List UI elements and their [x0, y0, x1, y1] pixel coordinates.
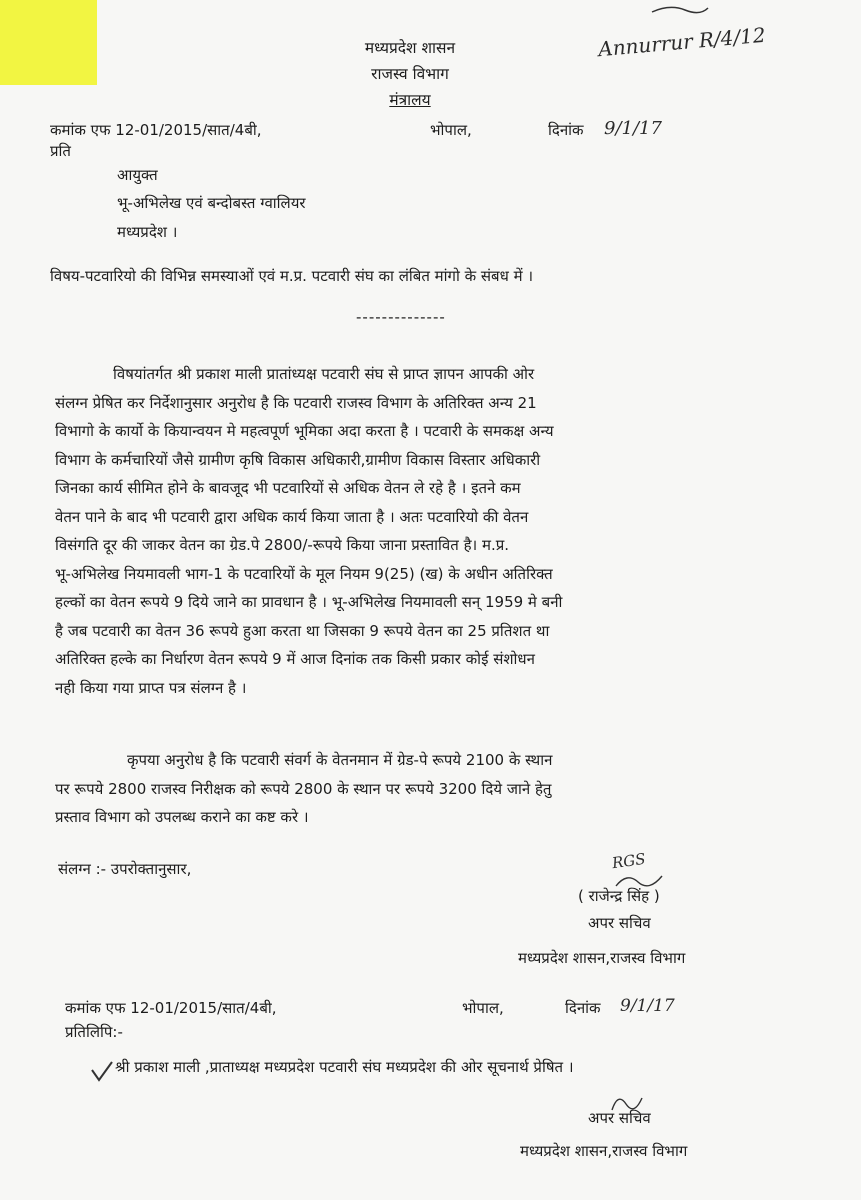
body-line: पर रूपये 2800 राजस्व निरीक्षक को रूपये 2800 के स्थान पर रूपये 3200 दिये जाने हेतु	[55, 779, 552, 798]
reference2-date-value: 9/1/17	[620, 996, 675, 1016]
header-department: राजस्व विभाग	[371, 65, 449, 83]
addressee-state: मध्यप्रदेश ।	[117, 223, 178, 241]
reference-date-label: दिनांक	[548, 121, 584, 139]
body-line: जिनका कार्य सीमित होने के बावजूद भी पटवारियों से अधिक वेतन ले रहे है । इतने कम	[55, 479, 521, 497]
body-line: प्रस्ताव विभाग को उपलब्ध कराने का कष्ट करे ।	[55, 808, 309, 826]
subject-divider: --------------	[356, 308, 446, 326]
to-prefix: प्रति	[50, 142, 71, 160]
reference-number: कमांक एफ 12-01/2015/सात/4बी,	[50, 121, 262, 139]
body-line: नही किया गया प्राप्त पत्र संलग्न है ।	[55, 678, 247, 697]
top-scribble-icon	[650, 2, 710, 18]
addressee-office: भू-अभिलेख एवं बन्दोबस्त ग्वालियर	[117, 194, 306, 212]
reference-place: भोपाल,	[430, 121, 472, 139]
body-line: संलग्न प्रेषित कर निर्देशानुसार अनुरोध है कि पटवारी राजस्व विभाग के अतिरिक्त अन्य 21	[55, 393, 537, 412]
body-line: अतिरिक्त हल्के का निर्धारण वेतन रूपये 9 में आज दिनांक तक किसी प्रकार कोई संशोधन	[55, 650, 535, 668]
reference2-place: भोपाल,	[462, 999, 504, 1017]
signatory2-designation: अपर सचिव	[588, 1109, 651, 1127]
body-line: कृपया अनुरोध है कि पटवारी संवर्ग के वेतनमान में ग्रेड-पे रूपये 2100 के स्थान	[127, 751, 553, 769]
body-line: हल्कों का वेतन रूपये 9 दिये जाने का प्रावधान है । भू-अभिलेख नियमावली सन् 1959 मे बनी	[55, 593, 563, 611]
yellow-highlight-mark	[0, 0, 97, 85]
body-line: विभाग के कर्मचारियों जैसे ग्रामीण कृषि विकास अधिकारी,ग्रामीण विकास विस्तार अधिकारी	[55, 450, 541, 469]
body-line: है जब पटवारी का वेतन 36 रूपये हुआ करता था जिसका 9 रूपये वेतन का 25 प्रतिशत था	[55, 621, 550, 640]
body-paragraph-2	[55, 746, 815, 832]
signatory-name: ( राजेन्द्र सिंह )	[578, 887, 660, 905]
body-line: विभागो के कार्यो के कियान्वयन मे महत्वपूर्ण भूमिका अदा करता है । पटवारी के समकक्ष अन्य	[55, 422, 554, 440]
signatory-department: मध्यप्रदेश शासन,राजस्व विभाग	[518, 949, 686, 967]
body-line: वेतन पाने के बाद भी पटवारी द्वारा अधिक कार्य किया जाता है । अतः पटवारियो की वेतन	[55, 507, 529, 526]
signatory2-department: मध्यप्रदेश शासन,राजस्व विभाग	[520, 1142, 688, 1160]
body-line: भू-अभिलेख नियमावली भाग-1 के पटवारियों के मूल नियम 9(25) (ख) के अधीन अतिरिक्त	[55, 564, 553, 583]
signature-initials: RGS	[610, 849, 647, 873]
subject-line: विषय-पटवारियो की विभिन्न समस्याओं एवं म.प्र. पटवारी संघ का लंबित मांगो के संबध में ।	[50, 267, 534, 285]
header-ministry: मंत्रालय	[389, 91, 431, 109]
handwritten-annotation: Annurrur R/4/12	[597, 22, 767, 62]
addressee-title: आयुक्त	[117, 166, 158, 184]
copy-label: प्रतिलिपि:-	[65, 1023, 123, 1041]
body-line: विसंगति दूर की जाकर वेतन का ग्रेड.पे 2800/-रूपये किया जाना प्रस्तावित है। म.प्र.	[55, 536, 510, 554]
header-government: मध्यप्रदेश शासन	[364, 39, 456, 57]
reference2-date-label: दिनांक	[565, 999, 601, 1017]
copy-recipient: श्री प्रकाश माली ,प्राताध्यक्ष मध्यप्रदेश पटवारी संघ मध्यप्रदेश की ओर सूचनार्थ प्रेषित ।	[115, 1058, 574, 1076]
body-paragraph-1	[55, 360, 815, 702]
reference-date-value: 9/1/17	[604, 118, 662, 139]
tick-mark-icon	[90, 1060, 114, 1082]
enclosure-note: संलग्न :- उपरोक्तानुसार,	[58, 860, 192, 878]
signatory-designation: अपर सचिव	[588, 914, 651, 932]
reference2-number: कमांक एफ 12-01/2015/सात/4बी,	[65, 999, 277, 1017]
body-line: विषयांतर्गत श्री प्रकाश माली प्रातांध्यक्ष पटवारी संघ से प्राप्त ज्ञापन आपकी ओर	[113, 365, 535, 383]
